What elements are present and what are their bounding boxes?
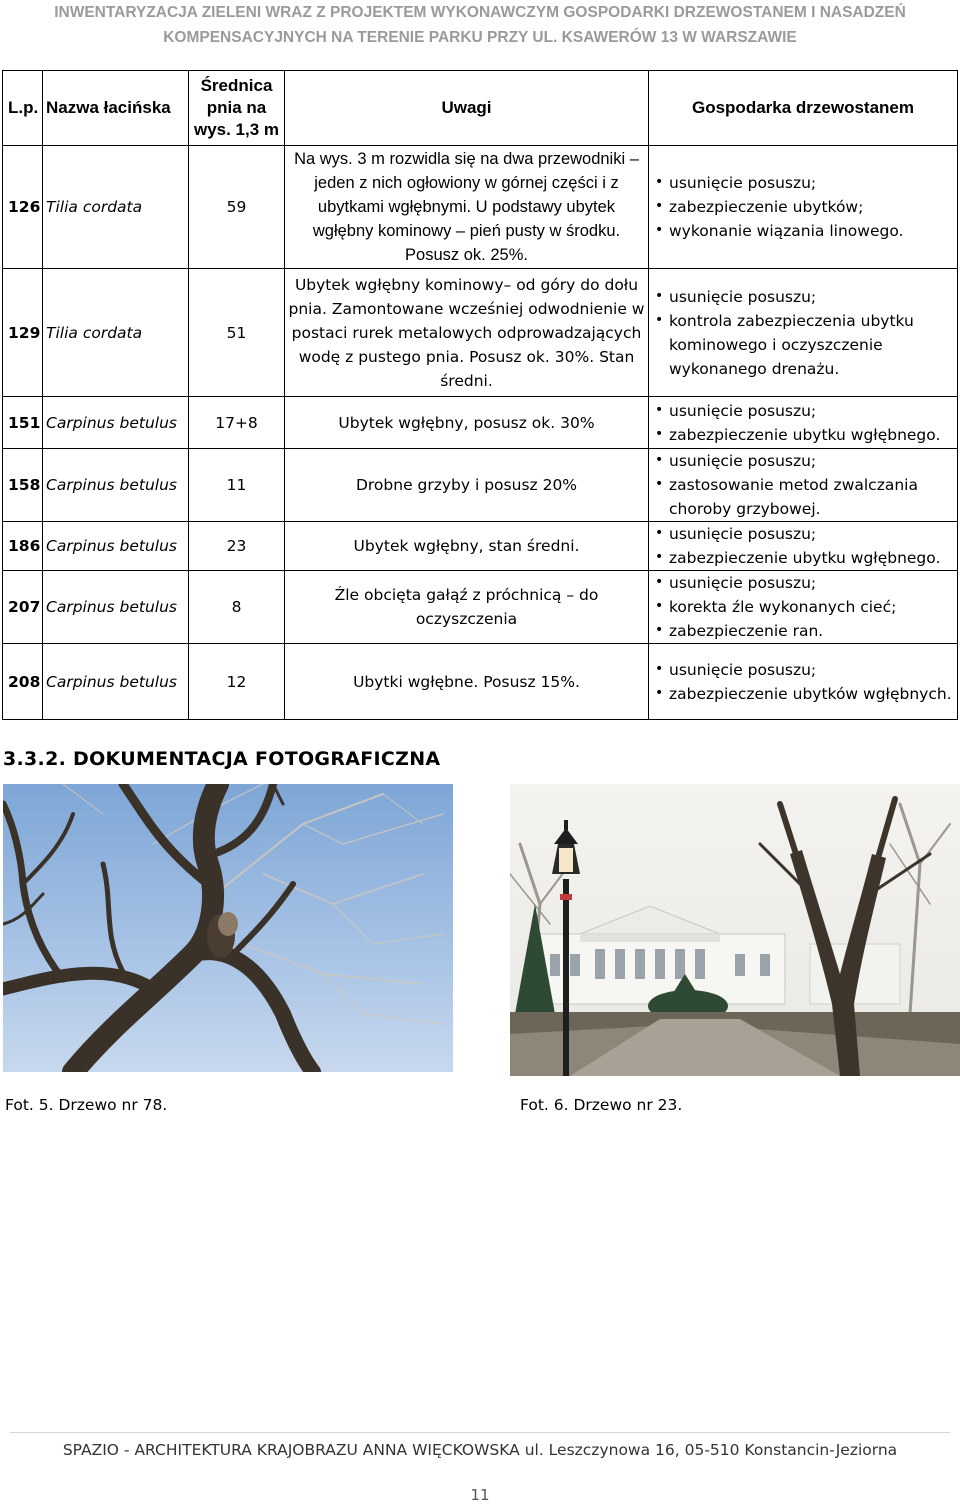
- page-number: 11: [470, 1486, 490, 1504]
- cell-lp: 158: [3, 449, 43, 522]
- bullet-icon: •: [655, 476, 664, 492]
- header-notes: Uwagi: [285, 71, 649, 146]
- action-item: • usunięcie posuszu;: [653, 658, 954, 682]
- footer-divider: [10, 1432, 950, 1433]
- cell-notes: Ubytek wgłębny, stan średni.: [285, 522, 649, 571]
- cell-lp: 151: [3, 397, 43, 449]
- bullet-icon: •: [655, 287, 664, 304]
- table-row: [3, 449, 958, 522]
- bullet-icon: •: [655, 452, 664, 468]
- cell-lp: 208: [3, 644, 43, 720]
- cell-management: [649, 397, 958, 449]
- bullet-icon: •: [655, 684, 664, 701]
- cell-diameter: 8: [189, 571, 285, 644]
- table-row: [3, 269, 958, 397]
- cell-latin-name: Carpinus betulus: [43, 397, 189, 449]
- action-list: [653, 399, 954, 447]
- header-lp: L.p.: [3, 71, 43, 146]
- cell-latin-name: Carpinus betulus: [43, 571, 189, 644]
- action-item: • zabezpieczenie ran.: [653, 619, 954, 643]
- cell-management: [649, 522, 958, 571]
- cell-management: [649, 449, 958, 522]
- cell-management: [649, 644, 958, 720]
- table-header-row: [3, 71, 958, 146]
- cell-latin-name: Tilia cordata: [43, 146, 189, 269]
- document-header: [0, 0, 960, 56]
- action-list: [653, 171, 954, 243]
- bullet-icon: •: [655, 311, 664, 328]
- bullet-icon: •: [655, 401, 664, 418]
- cell-notes: Źle obcięta gałąź z próchnicą – do oczyszczenia: [285, 571, 649, 644]
- action-item: • wykonanie wiązania linowego.: [653, 219, 954, 243]
- photo-caption-1: Fot. 5. Drzewo nr 78.: [5, 1096, 168, 1114]
- cell-management: [649, 269, 958, 397]
- bullet-icon: •: [655, 574, 664, 590]
- cell-latin-name: Tilia cordata: [43, 269, 189, 397]
- cell-lp: 126: [3, 146, 43, 269]
- header-line-1: INWENTARYZACJA ZIELENI WRAZ Z PROJEKTEM WYKONAWCZYM GOSPODARKI DRZEWOSTANEM I NASADZEŃ: [54, 4, 906, 21]
- table-row: [3, 522, 958, 571]
- bullet-icon: •: [655, 174, 664, 190]
- action-item: • usunięcie posuszu;: [653, 171, 954, 195]
- section-title: 3.3.2. DOKUMENTACJA FOTOGRAFICZNA: [3, 748, 441, 770]
- bullet-icon: •: [655, 222, 664, 238]
- action-item: • usunięcie posuszu;: [653, 399, 954, 423]
- bullet-icon: •: [655, 622, 664, 638]
- cell-notes: Ubytki wgłębne. Posusz 15%.: [285, 644, 649, 720]
- cell-diameter: 59: [189, 146, 285, 269]
- action-list: [653, 522, 954, 570]
- cell-notes: Ubytek wgłębny kominowy– od góry do dołu pnia. Zamontowane wcześniej odwodnienie w postaci rurek metalowych odprowadzających wodę z pustego pnia. Posusz ok. 30%. Stan średni.: [285, 269, 649, 397]
- cell-diameter: 23: [189, 522, 285, 571]
- cell-notes: Na wys. 3 m rozwidla się na dwa przewodniki – jeden z nich ogłowiony w górnej części i z ubytkami wgłębnymi. U podstawy ubytek wgłębny kominowy – pień pusty w środku. Posusz ok. 25%.: [285, 146, 649, 269]
- cell-lp: 207: [3, 571, 43, 644]
- bullet-icon: •: [655, 525, 664, 541]
- action-item: • usunięcie posuszu;: [653, 285, 954, 309]
- action-list: [653, 449, 954, 521]
- cell-lp: 186: [3, 522, 43, 571]
- action-item: • zastosowanie metod zwalczania choroby grzybowej.: [653, 473, 954, 521]
- action-item: • zabezpieczenie ubytku wgłębnego.: [653, 546, 954, 570]
- action-list: [653, 285, 954, 381]
- action-list: [653, 658, 954, 706]
- cell-lp: 129: [3, 269, 43, 397]
- document-footer: SPAZIO - ARCHITEKTURA KRAJOBRAZU ANNA WIĘCKOWSKA ul. Leszczynowa 16, 05-510 Konstancin-Jeziorna: [62, 1441, 898, 1459]
- tree-management-table: [2, 70, 958, 720]
- table-row: [3, 397, 958, 449]
- bullet-icon: •: [655, 598, 664, 614]
- table-row: [3, 644, 958, 720]
- cell-latin-name: Carpinus betulus: [43, 449, 189, 522]
- photo-tree-78: [3, 784, 453, 1072]
- action-item: • zabezpieczenie ubytków wgłębnych.: [653, 682, 954, 706]
- cell-diameter: 17+8: [189, 397, 285, 449]
- photo-caption-2: Fot. 6. Drzewo nr 23.: [520, 1096, 683, 1114]
- tree-branches-image: [3, 784, 453, 1072]
- action-list: [653, 571, 954, 643]
- bullet-icon: •: [655, 660, 664, 677]
- action-item: • korekta źle wykonanych cieć;: [653, 595, 954, 619]
- cell-notes: Drobne grzyby i posusz 20%: [285, 449, 649, 522]
- bullet-icon: •: [655, 549, 664, 565]
- cell-management: [649, 571, 958, 644]
- cell-latin-name: Carpinus betulus: [43, 644, 189, 720]
- cell-notes: Ubytek wgłębny, posusz ok. 30%: [285, 397, 649, 449]
- bullet-icon: •: [655, 425, 664, 442]
- cell-diameter: 11: [189, 449, 285, 522]
- bullet-icon: •: [655, 198, 664, 214]
- action-item: • usunięcie posuszu;: [653, 571, 954, 595]
- header-latin-name: Nazwa łacińska: [43, 71, 189, 146]
- photo-tree-23: [510, 784, 960, 1076]
- header-management: Gospodarka drzewostanem: [649, 71, 958, 146]
- header-diameter: Średnica pnia na wys. 1,3 m: [189, 71, 285, 146]
- cell-diameter: 51: [189, 269, 285, 397]
- header-line-2: KOMPENSACYJNYCH NA TERENIE PARKU PRZY UL. KSAWERÓW 13 W WARSZAWIE: [163, 29, 797, 46]
- action-item: • usunięcie posuszu;: [653, 522, 954, 546]
- action-item: • usunięcie posuszu;: [653, 449, 954, 473]
- action-item: • kontrola zabezpieczenia ubytku kominowego i oczyszczenie wykonanego drenażu.: [653, 309, 954, 381]
- park-palace-image: [510, 784, 960, 1076]
- table-row: [3, 146, 958, 269]
- action-item: • zabezpieczenie ubytku wgłębnego.: [653, 423, 954, 447]
- action-item: • zabezpieczenie ubytków;: [653, 195, 954, 219]
- cell-diameter: 12: [189, 644, 285, 720]
- cell-management: [649, 146, 958, 269]
- cell-latin-name: Carpinus betulus: [43, 522, 189, 571]
- table-row: [3, 571, 958, 644]
